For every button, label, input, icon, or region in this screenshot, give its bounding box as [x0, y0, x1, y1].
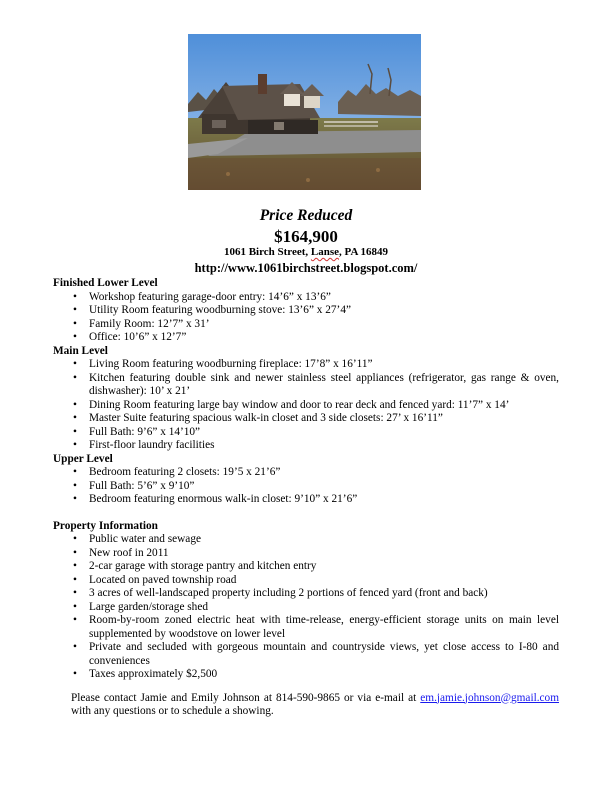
list-item: • Room-by-room zoned electric heat with time-release, energy-efficient storage units on main level supplemented by woodstove on lower level [89, 614, 559, 641]
list-item: • Bedroom featuring enormous walk-in closet: 9’10” x 21’6” [89, 493, 559, 507]
list-item: • Utility Room featuring woodburning stove: 13’6” x 27’4” [89, 304, 559, 318]
section-spacer [53, 507, 559, 520]
price-reduced-title: Price Reduced [259, 207, 353, 224]
list-item: • Office: 10’6” x 12’7” [89, 331, 559, 345]
list-item: • Full Bath: 5’6” x 9’10” [89, 480, 559, 494]
property-information-list [53, 533, 559, 682]
contact-paragraph [53, 692, 559, 719]
price: $164,900 [274, 227, 338, 246]
house-photo [188, 34, 421, 190]
list-item: • 3 acres of well-landscaped property including 2 portions of fenced yard (front and back) [89, 587, 559, 601]
list-item: • Family Room: 12’7” x 31’ [89, 318, 559, 332]
section-title-upper-level: Upper Level [53, 452, 113, 465]
section-title-property-information: Property Information [53, 519, 158, 532]
main-level-list [53, 358, 559, 453]
list-item: • Taxes approximately $2,500 [89, 668, 559, 682]
address-state-zip: , PA 16849 [339, 246, 389, 258]
list-item: • Public water and sewage [89, 533, 559, 547]
list-item: • First-floor laundry facilities [89, 439, 559, 453]
section-title-main-level: Main Level [53, 344, 108, 357]
lower-level-list [53, 291, 559, 345]
address-city: Lanse [310, 246, 340, 258]
address-street: 1061 Birch Street, [223, 246, 311, 258]
listing-url[interactable]: http://www.1061birchstreet.blogspot.com/ [194, 261, 418, 275]
contact-text: Please contact Jamie and Emily Johnson at 814-590-9865 or via e-mail at [71, 691, 421, 704]
list-item: • New roof in 2011 [89, 547, 559, 561]
list-item: • 2-car garage with storage pantry and kitchen entry [89, 560, 559, 574]
section-title-lower-level: Finished Lower Level [53, 277, 158, 289]
list-item: • Master Suite featuring spacious walk-in closet and 3 side closets: 27’ x 16’11” [89, 412, 559, 426]
list-item: • Dining Room featuring large bay window and door to rear deck and fenced yard: 11’7” x 14’ [89, 399, 559, 413]
email-link[interactable]: em.jamie.johnson@gmail.com [420, 691, 559, 704]
list-item: • Bedroom featuring 2 closets: 19’5 x 21’6” [89, 466, 559, 480]
list-item: • Private and secluded with gorgeous mountain and countryside views, yet close access to I-80 and conveniences [89, 641, 559, 668]
contact-text-end: with any questions or to schedule a showing. [71, 705, 274, 717]
list-item: • Kitchen featuring double sink and newer stainless steel appliances (refrigerator, gas range & oven, dishwasher): 10’ x 21’ [89, 372, 559, 399]
list-item: • Living Room featuring woodburning fireplace: 17’8” x 16’11” [89, 358, 559, 372]
list-item: • Workshop featuring garage-door entry: 14’6” x 13’6” [89, 291, 559, 305]
upper-level-list [53, 466, 559, 507]
listing-details [53, 277, 559, 719]
list-item: • Located on paved township road [89, 574, 559, 588]
list-item: • Full Bath: 9’6” x 14’10” [89, 426, 559, 440]
address [0, 246, 612, 258]
list-item: • Large garden/storage shed [89, 601, 559, 615]
